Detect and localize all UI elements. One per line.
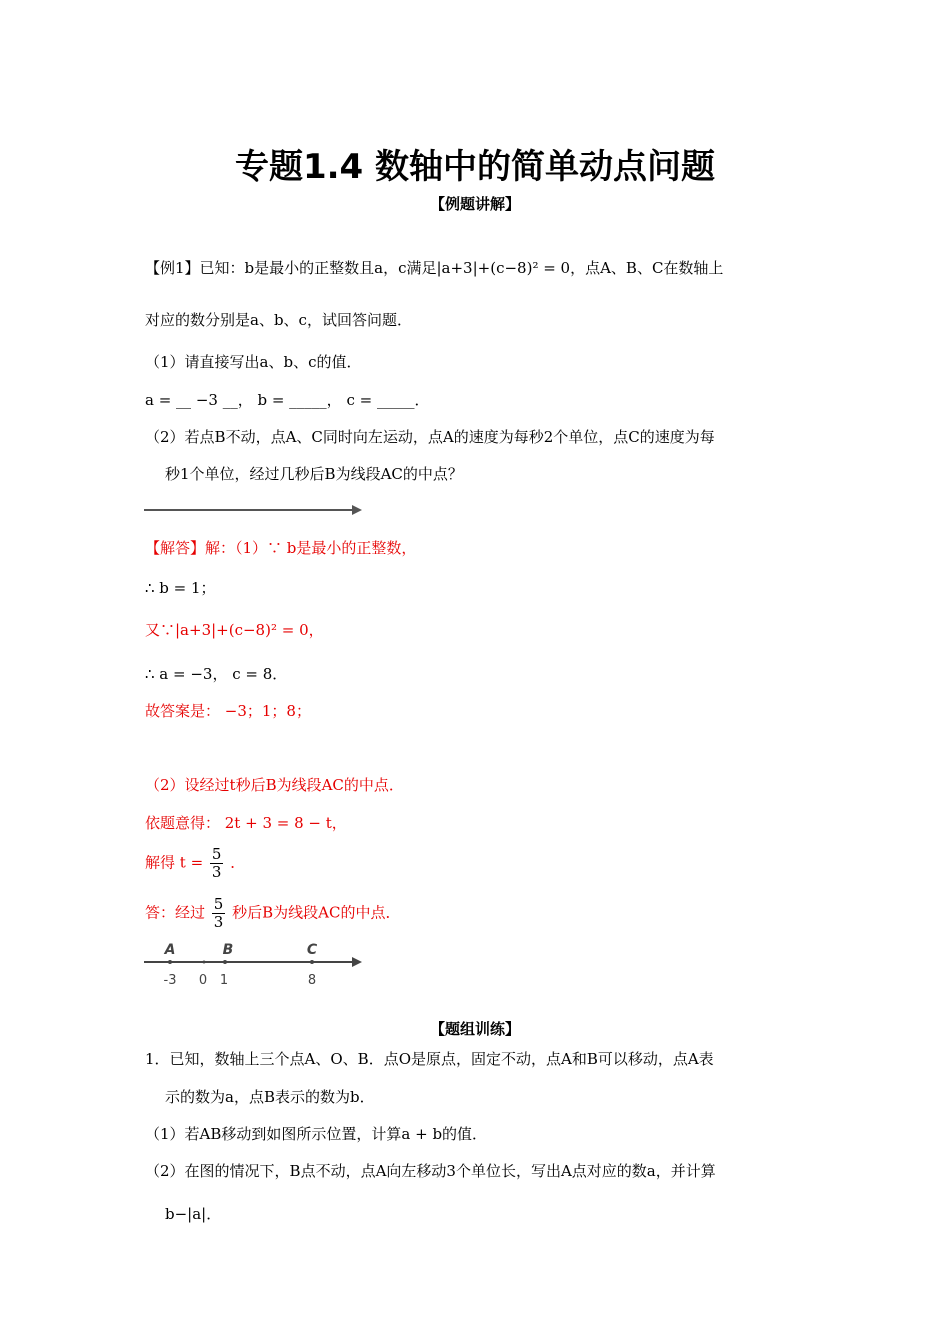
example-answer-blanks: a = __ −3 __， b = _____， c = _____． <box>145 391 430 409</box>
solution-line-5: 故答案是： −3；1；8； <box>145 702 311 720</box>
solution-line-9-suffix: 秒后B为线段AC的中点． <box>232 903 401 922</box>
fraction-denominator: 3 <box>213 913 224 931</box>
fraction-five-thirds-answer <box>212 896 226 931</box>
example-question-2-line-1: （2）若点B不动，点A、C同时向左运动，点A的速度为每秒2个单位，点C的速度为每 <box>145 428 715 446</box>
solution-line-9-prefix: 答：经过 <box>145 903 206 922</box>
solution-line-9 <box>145 896 400 931</box>
tick-label-8: 8 <box>307 973 317 988</box>
fraction-denominator: 3 <box>211 863 222 881</box>
practice-1-line-1: 1．已知，数轴上三个点A、O、B．点O是原点，固定不动，点A和B可以移动，点A表 <box>145 1050 714 1068</box>
example-text-line-1: 【例1】已知：b是最小的正整数且a，c满足|a+3|+(c−8)² = 0，点A、B、C在数轴上 <box>145 259 724 277</box>
section-heading-practice: 【题组训练】 <box>429 1020 520 1038</box>
solution-line-8 <box>145 846 245 881</box>
practice-1-question-2-line-1: （2）在图的情况下，B点不动，点A向左移动3个单位长，写出A点对应的数a，并计算 <box>145 1162 716 1180</box>
fraction-five-thirds <box>210 846 224 881</box>
example-question-1: （1）请直接写出a、b、c的值． <box>145 353 362 371</box>
number-line-diagram <box>140 938 370 990</box>
point-label-b: B <box>222 942 234 958</box>
practice-1-question-2-line-2: b−|a|． <box>165 1205 222 1223</box>
point-c-dot <box>310 960 314 964</box>
fraction-numerator: 5 <box>213 895 224 913</box>
practice-1-question-1: （1）若AB移动到如图所示位置，计算a + b的值． <box>145 1125 488 1143</box>
origin-dot <box>203 961 206 964</box>
blank-number-line <box>140 500 370 520</box>
section-heading-example: 【例题讲解】 <box>429 195 520 213</box>
solution-line-1: 【解答】解：（1）∵ b是最小的正整数， <box>145 539 417 557</box>
point-b-dot <box>223 960 227 964</box>
solution-line-8-suffix: ． <box>230 853 246 872</box>
tick-label-neg3: -3 <box>163 973 177 988</box>
tick-label-1: 1 <box>219 973 229 988</box>
example-text-line-2: 对应的数分别是a、b、c，试回答问题． <box>145 311 412 329</box>
tick-label-0: 0 <box>198 973 208 988</box>
fraction-numerator: 5 <box>211 845 222 863</box>
point-label-c: C <box>306 942 318 958</box>
practice-1-line-2: 示的数为a，点B表示的数为b． <box>165 1088 375 1106</box>
page-title: 专题1.4 数轴中的简单动点问题 <box>234 147 716 187</box>
solution-line-7: 依题意得： 2t + 3 = 8 − t， <box>145 814 347 832</box>
point-a-dot <box>168 960 172 964</box>
solution-line-6: （2）设经过t秒后B为线段AC的中点． <box>145 776 404 794</box>
solution-line-8-prefix: 解得 t = <box>145 853 204 872</box>
solution-line-2: ∴ b = 1； <box>145 579 216 597</box>
point-label-a: A <box>164 942 176 958</box>
solution-line-4: ∴ a = −3， c = 8． <box>145 665 288 683</box>
solution-line-3: 又∵|a+3|+(c−8)² = 0， <box>145 621 324 639</box>
example-question-2-line-2: 秒1个单位，经过几秒后B为线段AC的中点？ <box>165 465 463 483</box>
